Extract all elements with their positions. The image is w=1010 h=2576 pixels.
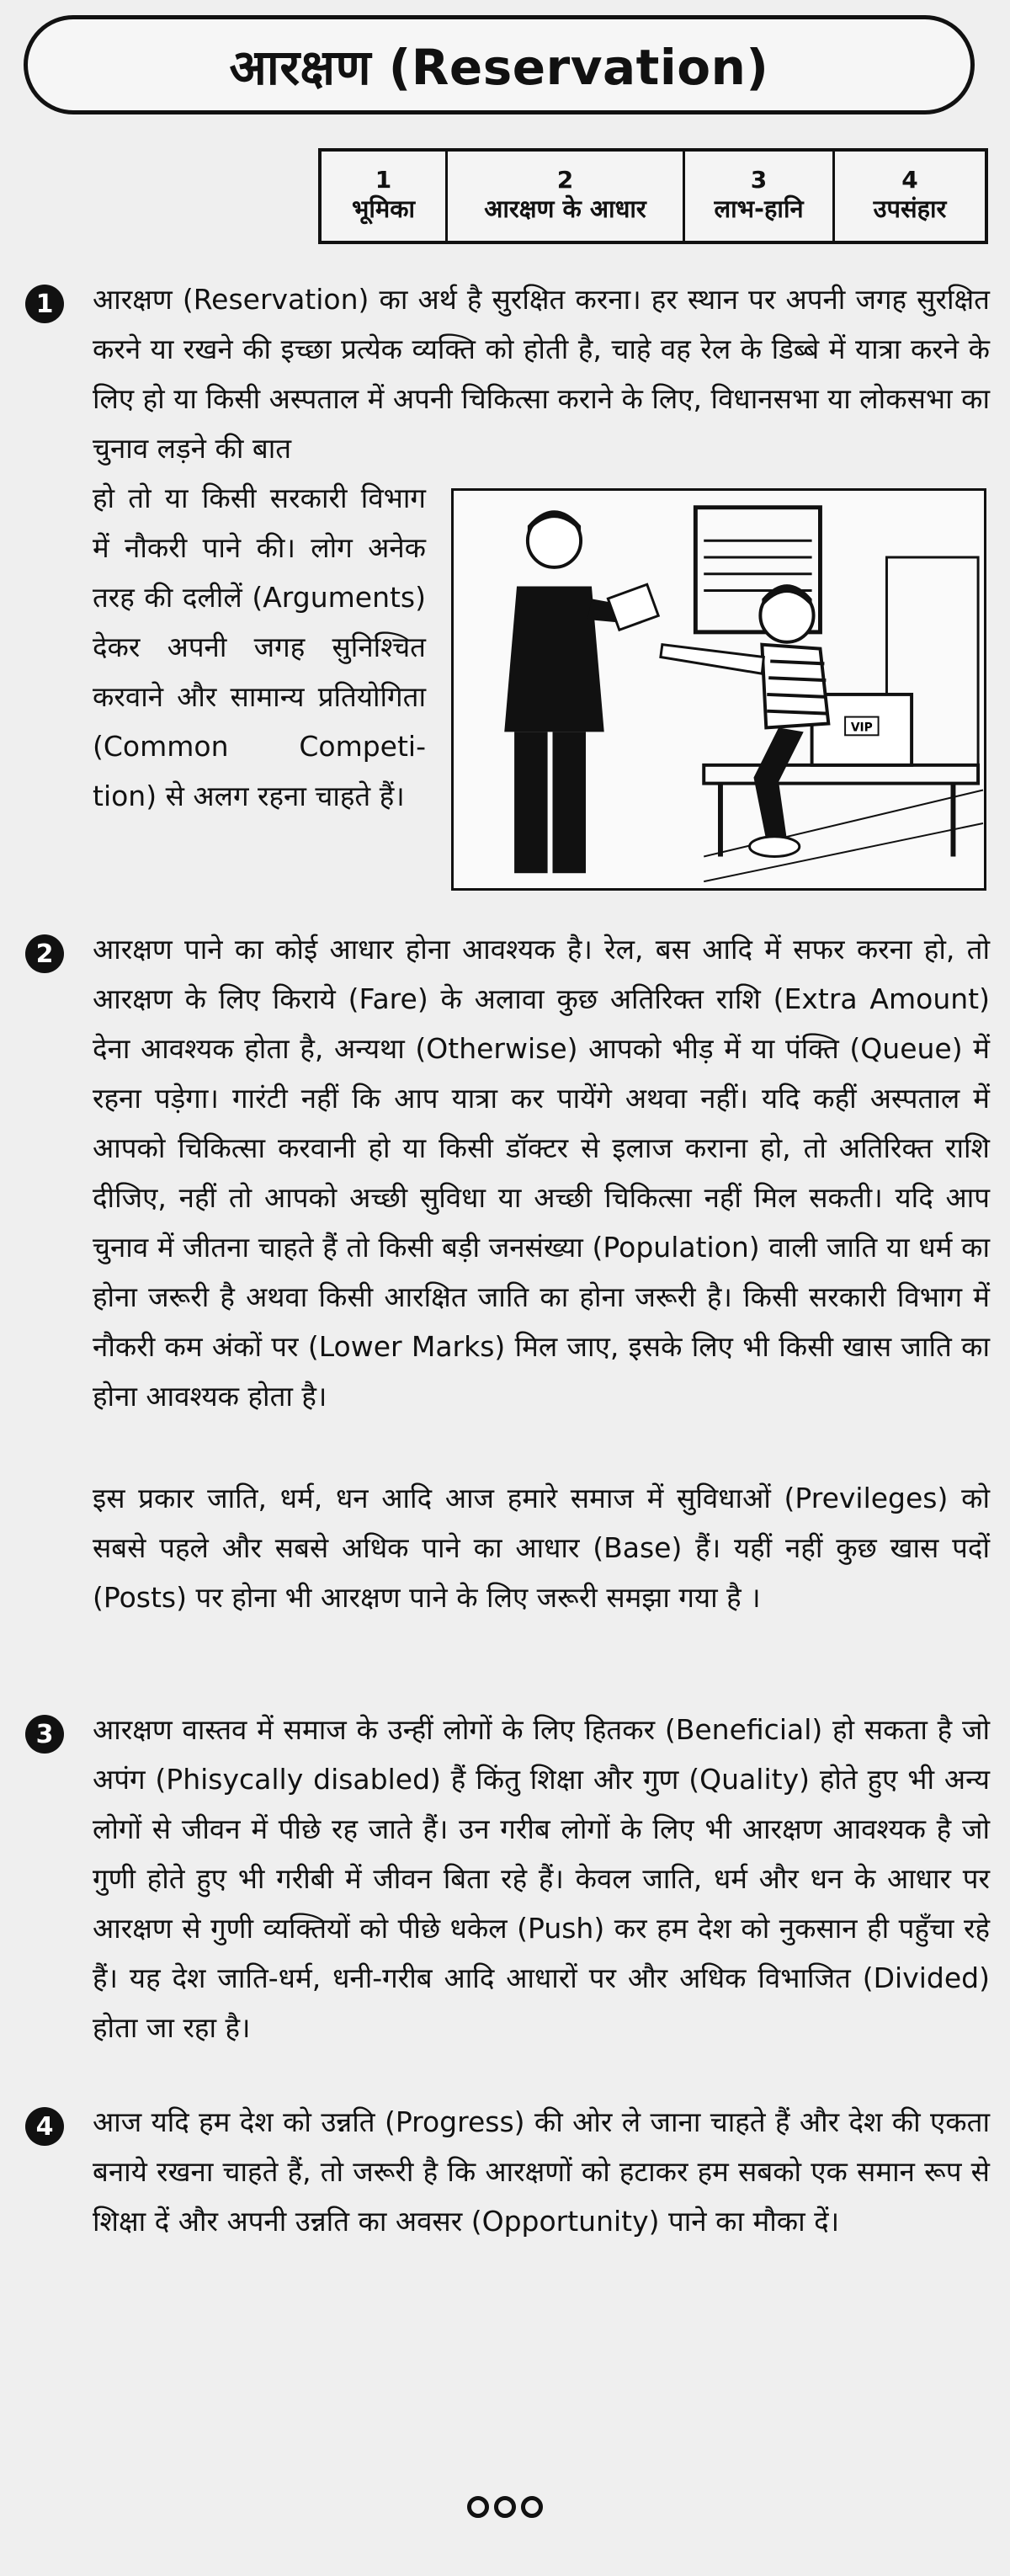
outline-cell-1 [322, 152, 448, 241]
outline-label: आरक्षण के आधार [484, 194, 646, 223]
outline-cell-4 [835, 152, 985, 241]
paragraph-basis-summary: इस प्रकार जाति, धर्म, धन आदि आज हमारे समाज में सुविधाओं (Previleges) को सबसे पहले और सबसे अधिक पाने का आधार (Base) हैं। यहीं नहीं कुछ खास पदों (Posts) पर होना भी आरक्षण पाने के लिए जरूरी समझा गया है । [93, 1482, 990, 1614]
end-ring-icon [521, 2496, 543, 2518]
section-marker-2: 2 [25, 934, 64, 973]
outline-table [318, 148, 988, 244]
outline-number: 4 [901, 165, 918, 194]
section-marker-1: 1 [25, 285, 64, 323]
outline-label: उपसंहार [873, 194, 947, 223]
outline-label: लाभ-हानि [714, 194, 804, 223]
title-banner [24, 15, 975, 114]
paragraph-pros-cons: आरक्षण वास्तव में समाज के उन्हीं लोगों के लिए हितकर (Beneficial) हो सकता है जो अपंग (Phisycally disabled) हैं किंतु शिक्षा और गुण (Quality) होते हुए भी अन्य लोगों से जीवन में पीछे रह जाते हैं। उन गरीब लोगों के लिए भी आरक्षण आवश्यक है जो गुणी होते हुए भी गरीबी में जीवन बिता रहे हैं। केवल जाति, धर्म और धन के आधार पर आरक्षण से गुणी व्यक्तियों को पीछे धकेल (Push) कर हम देश को नुकसान ही पहुँचा रहे हैं। यह देश जाति-धर्म, धनी-गरीब आदि आधारों पर और अधिक विभाजित (Divided) होता जा रहा है। [93, 1713, 990, 2044]
paragraph-intro-continued: हो तो या किसी सरकारी विभाग में नौकरी पाने की। लोग अनेक तरह की दलीलें (Arguments) देकर अपनी जगह सुनिश्चित करवाने और सामान्य प्रतियोगिता (Common Competi-tion) से अलग रहना चाहते हैं। [93, 482, 426, 812]
paragraph-intro: आरक्षण (Reservation) का अर्थ है सुरक्षित करना। हर स्थान पर अपनी जगह सुरक्षित करने या रखने की इच्छा प्रत्येक व्यक्ति को होती है, चाहे वह रेल के डिब्बे में यात्रा करने के लिए हो या किसी अस्पताल में अपनी चिकित्सा कराने के लिए, विधानसभा या लोकसभा का चुनाव लड़ने की बात [93, 283, 991, 465]
suitcase-label: VIP [850, 721, 873, 735]
paragraph-conclusion: आज यदि हम देश को उन्नति (Progress) की ओर ले जाना चाहते हैं और देश की एकता बनाये रखना चाहते हैं, तो जरूरी है कि आरक्षणों को हटाकर हम सबको एक समान रूप से शिक्षा दें और अपनी उन्नति का अवसर (Opportunity) पाने का मौका दें। [93, 2105, 990, 2238]
outline-number: 1 [375, 165, 392, 194]
outline-number: 3 [750, 165, 768, 194]
outline-label: भूमिका [351, 194, 416, 223]
outline-cell-3 [685, 152, 835, 241]
outline-number: 2 [556, 165, 574, 194]
outline-cell-2 [448, 152, 685, 241]
end-ring-icon [467, 2496, 489, 2518]
page-title: आरक्षण (Reservation) [229, 38, 769, 96]
train-ticket-scene-image [454, 491, 984, 888]
section-marker-4: 4 [25, 2107, 64, 2146]
paragraph-basis: आरक्षण पाने का कोई आधार होना आवश्यक है। रेल, बस आदि में सफर करना हो, तो आरक्षण के लिए किराये (Fare) के अलावा कुछ अतिरिक्त राशि (Extra Amount) देना आवश्यक होता है, अन्यथा (Otherwise) आपको भीड़ में या पंक्ति (Queue) में रहना पड़ेगा। गारंटी नहीं कि आप यात्रा कर पायेंगे अथवा नहीं। यदि कहीं अस्पताल में आपको चिकित्सा करवानी हो या किसी डॉक्टर से इलाज कराना हो, तो अतिरिक्त राशि दीजिए, नहीं तो आपको अच्छी सुविधा या अच्छी चिकित्सा नहीं मिल सकती। यदि आप चुनाव में जीतना चाहते हैं तो किसी बड़ी जनसंख्या (Population) वाली जाति या धर्म का होना जरूरी है अथवा किसी आरक्षित जाति का होना जरूरी है। किसी सरकारी विभाग में नौकरी कम अंकों पर (Lower Marks) मिल जाए, इसके लिए भी किसी खास जाति का होना आवश्यक होता है। [93, 933, 990, 1413]
end-ring-icon [494, 2496, 516, 2518]
reservation-illustration [451, 488, 986, 891]
section-marker-3: 3 [25, 1715, 64, 1754]
end-ornament [454, 2490, 556, 2524]
